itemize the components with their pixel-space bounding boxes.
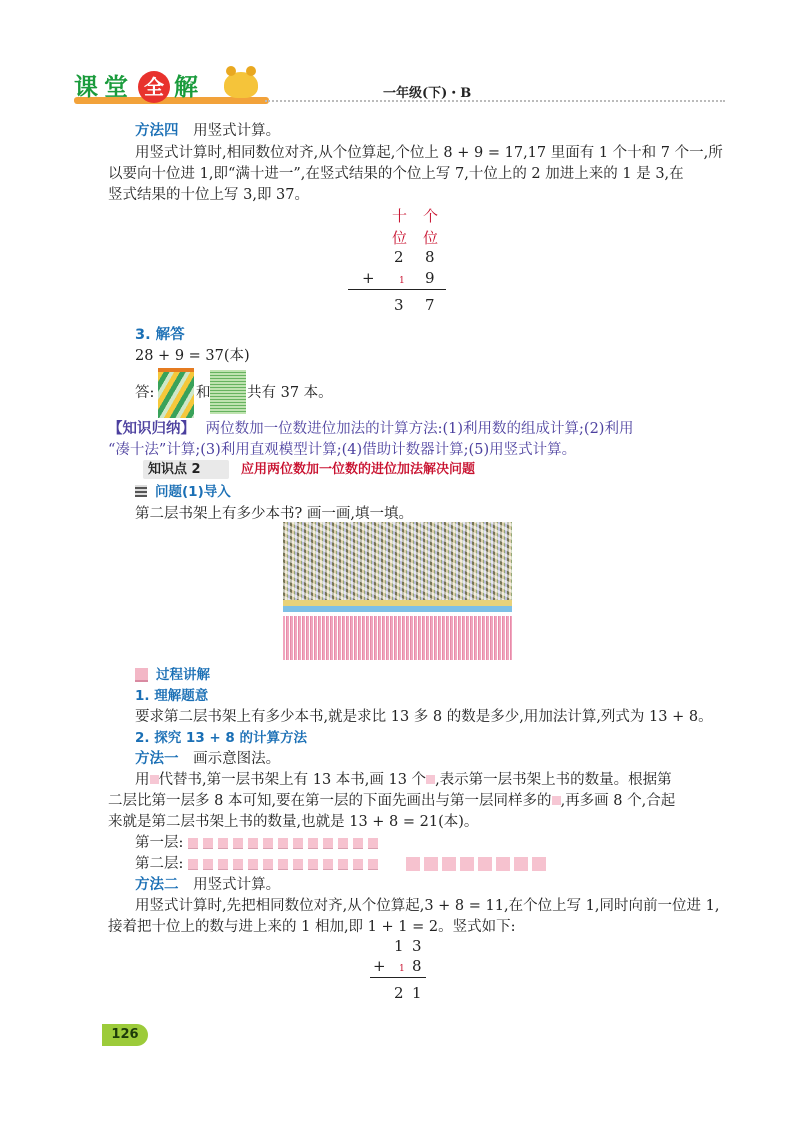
row2-label: 第二层: <box>135 856 184 872</box>
col-header-tens-1: 十 <box>392 207 408 225</box>
method1-heading <box>135 749 280 769</box>
problem-heading: 问题(1)导入 <box>155 484 231 500</box>
v2-plus-sign: + <box>373 957 386 975</box>
m1-line1-b: 代替书,第一层书架上有 13 本书,画 13 个 <box>158 772 427 788</box>
v1-result-tens: 3 <box>394 296 404 314</box>
answer-prefix: 答: <box>135 385 155 401</box>
book-symbol-icon <box>353 859 363 870</box>
method4-para-line2: 以要向十位进 1,即“满十进一”,在竖式结果的个位上写 7,十位上的 2 加进上来的 1 是 3,在 <box>108 166 684 182</box>
book-symbol-icon <box>514 857 528 871</box>
bear-mascot-icon <box>224 72 258 98</box>
book-symbol-icon <box>188 838 198 849</box>
step1-text: 要求第二层书架上有多少本书,就是求比 13 多 8 的数是多少,用加法计算,列式为 13 + 8。 <box>135 709 713 725</box>
logo-char-3: 全 <box>138 71 170 103</box>
v1-carry: 1 <box>399 276 405 286</box>
book-symbol-icon <box>478 857 492 871</box>
book-symbol-icon <box>218 838 228 849</box>
v2-row1-tens: 1 <box>394 937 404 955</box>
method1-line1 <box>135 770 672 790</box>
method1-title-text: 画示意图法。 <box>193 751 281 767</box>
book-symbol-icon <box>323 859 333 870</box>
row-first-shelf <box>135 833 383 853</box>
book-symbol-icon <box>532 857 546 871</box>
book-symbol-icon <box>203 838 213 849</box>
book-symbol-icon <box>460 857 474 871</box>
book-symbol-icon <box>233 859 243 870</box>
v2-row2-ones: 8 <box>412 957 422 975</box>
v2-carry: 1 <box>399 964 405 974</box>
book-symbol-icon <box>353 838 363 849</box>
col-header-ones-1: 个 <box>423 207 439 225</box>
method2-line1: 用竖式计算时,先把相同数位对齐,从个位算起,3 + 8 = 11,在个位上写 1,同时向前一位进 1, <box>135 898 720 914</box>
book-symbol-icon <box>293 859 303 870</box>
method2-title: 方法二 <box>135 877 179 893</box>
book-symbol-icon <box>248 859 258 870</box>
book-symbol-icon <box>406 857 420 871</box>
book-symbol-icon <box>496 857 510 871</box>
problem-question: 第二层书架上有多少本书? 画一画,填一填。 <box>135 506 413 522</box>
book-symbol-icon <box>308 859 318 870</box>
v2-result-tens: 2 <box>394 984 404 1002</box>
method1-title: 方法一 <box>135 751 179 767</box>
shelf-bottom-books <box>283 616 512 660</box>
m1-line1-c: ,表示第一层书架上书的数量。根据第 <box>435 772 672 788</box>
method4-para-line1: 用竖式计算时,相同数位对齐,从个位算起,个位上 8 + 9 = 17,17 里面有 1 个十和 7 个一,所 <box>135 145 723 161</box>
process-icon <box>135 668 148 682</box>
v2-row1-ones: 3 <box>412 937 422 955</box>
knowledge-tag: 知识点 2 <box>148 462 201 477</box>
book-symbol-icon <box>323 838 333 849</box>
v2-sum-line <box>370 977 426 978</box>
answer-suffix: 共有 37 本。 <box>247 385 333 401</box>
m1-line2-a: 二层比第一层多 8 本可知,要在第一层的下面先画出与第一层同样多的 <box>108 793 552 809</box>
summary-line2: “凑十法”计算;(3)利用直观模型计算;(4)借助计数器计算;(5)用竖式计算。 <box>108 442 577 458</box>
method2-line2: 接着把十位上的数与进上来的 1 相加,即 1 + 1 = 2。竖式如下: <box>108 919 516 935</box>
row2-extra-book-symbols <box>406 854 550 874</box>
method4-title-text: 用竖式计算。 <box>193 123 281 139</box>
book-symbol-icon <box>338 859 348 870</box>
col-header-tens-2: 位 <box>392 229 408 247</box>
book-symbol-icon <box>150 775 159 784</box>
v2-result-ones: 1 <box>412 984 422 1002</box>
page-number: 126 <box>102 1024 148 1046</box>
summary-line1 <box>108 419 633 439</box>
method2-heading <box>135 875 280 895</box>
v1-plus-sign: + <box>362 269 375 287</box>
row2-book-symbols <box>188 854 383 874</box>
v1-row1-tens: 2 <box>394 248 404 266</box>
book-symbol-icon <box>188 859 198 870</box>
grade-label: 一年级(下)・B <box>383 86 472 101</box>
book-symbol-icon <box>338 838 348 849</box>
bookshelf-image <box>283 522 512 660</box>
col-header-ones-2: 位 <box>423 229 439 247</box>
method1-line2 <box>108 791 675 811</box>
book-symbol-icon <box>308 838 318 849</box>
step1-heading: 1. 理解题意 <box>135 688 209 704</box>
answer-equation: 28 + 9 = 37(本) <box>135 348 250 364</box>
v1-result-ones: 7 <box>425 296 435 314</box>
logo-char-4: 解 <box>174 73 198 101</box>
book-pile-image-2 <box>210 370 246 414</box>
book-pile-image-1 <box>158 368 194 418</box>
shelf-board-blue <box>283 606 512 612</box>
method1-line3: 来就是第二层书架上书的数量,也就是 13 + 8 = 21(本)。 <box>108 814 479 830</box>
book-symbol-icon <box>442 857 456 871</box>
problem-icon <box>135 485 147 497</box>
method4-title: 方法四 <box>135 123 179 139</box>
book-symbol-icon <box>293 838 303 849</box>
answer-heading: 3. 解答 <box>135 327 185 343</box>
method4-heading <box>135 121 280 141</box>
book-symbol-icon <box>368 859 378 870</box>
shelf-texture <box>283 522 512 612</box>
book-symbol-icon <box>278 838 288 849</box>
v1-sum-line <box>348 289 446 290</box>
step2-heading: 2. 探究 13 + 8 的计算方法 <box>135 730 308 746</box>
book-symbol-icon <box>368 838 378 849</box>
summary-tag: 【知识归纳】 <box>108 420 195 437</box>
m1-line1-a: 用 <box>135 772 150 788</box>
answer-and: 和 <box>196 385 211 401</box>
book-symbol-icon <box>424 857 438 871</box>
book-symbol-icon <box>233 838 243 849</box>
book-symbol-icon <box>203 859 213 870</box>
method2-title-text: 用竖式计算。 <box>193 877 281 893</box>
m1-line2-b: ,再多画 8 个,合起 <box>560 793 676 809</box>
book-symbol-icon <box>552 796 561 805</box>
v1-row1-ones: 8 <box>425 248 435 266</box>
row1-label: 第一层: <box>135 835 184 851</box>
process-heading: 过程讲解 <box>156 667 210 683</box>
row1-book-symbols <box>188 833 383 853</box>
book-symbol-icon <box>218 859 228 870</box>
row-second-shelf <box>135 854 550 874</box>
book-symbol-icon <box>263 838 273 849</box>
header-dotted-rule <box>265 100 725 102</box>
logo <box>74 70 264 104</box>
logo-char-1: 课 <box>74 73 98 101</box>
logo-char-2: 堂 <box>104 73 128 101</box>
book-symbol-icon <box>426 775 435 784</box>
book-symbol-icon <box>263 859 273 870</box>
knowledge-title: 应用两位数加一位数的进位加法解决问题 <box>241 462 476 477</box>
v1-row2-ones: 9 <box>425 269 435 287</box>
book-symbol-icon <box>278 859 288 870</box>
method4-para-line3: 竖式结果的十位上写 3,即 37。 <box>108 187 310 203</box>
book-symbol-icon <box>248 838 258 849</box>
summary-text-1: 两位数加一位数进位加法的计算方法:(1)利用数的组成计算;(2)利用 <box>205 421 634 437</box>
